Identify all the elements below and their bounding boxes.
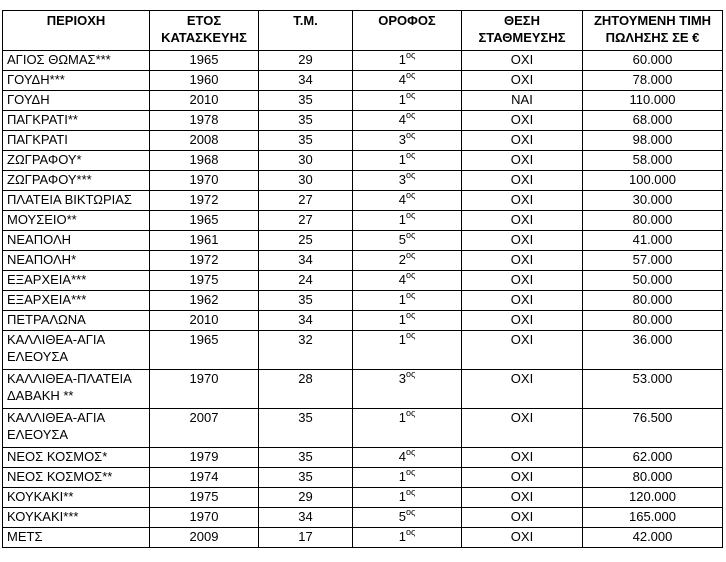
price-cell: 53.000 <box>583 370 723 409</box>
table-row <box>3 311 723 331</box>
year-cell: 1970 <box>150 171 259 191</box>
sqm-cell: 35 <box>259 91 353 111</box>
floor-ordinal-suffix: ος <box>405 110 416 120</box>
floor-cell: $3^{o\varsigma}$ <box>353 171 462 191</box>
price-cell: 80.000 <box>583 311 723 331</box>
year-cell: 1960 <box>150 71 259 91</box>
table-row <box>3 528 723 548</box>
year-cell: 1978 <box>150 111 259 131</box>
price-cell: 100.000 <box>583 171 723 191</box>
header-row <box>3 11 723 51</box>
year-cell: 1961 <box>150 231 259 251</box>
year-cell: 1965 <box>150 331 259 370</box>
year-cell: 2010 <box>150 91 259 111</box>
floor-ordinal-suffix: ος <box>405 369 416 379</box>
sqm-cell: 28 <box>259 370 353 409</box>
parking-cell: ΟΧΙ <box>462 331 583 370</box>
table-row <box>3 131 723 151</box>
floor-cell: $1^{o\varsigma}$ <box>353 331 462 370</box>
sqm-cell: 29 <box>259 51 353 71</box>
area-cell: ΚΟΥΚΑΚΙ*** <box>3 508 150 528</box>
table-row <box>3 370 723 409</box>
year-cell: 2008 <box>150 131 259 151</box>
sqm-cell: 27 <box>259 211 353 231</box>
sqm-cell: 35 <box>259 291 353 311</box>
table-row <box>3 91 723 111</box>
table-row <box>3 151 723 171</box>
table-row <box>3 191 723 211</box>
sqm-cell: 30 <box>259 151 353 171</box>
year-cell: 1975 <box>150 271 259 291</box>
parking-cell: ΟΧΙ <box>462 291 583 311</box>
area-cell: ΓΟΥΔΗ*** <box>3 71 150 91</box>
price-cell: 80.000 <box>583 468 723 488</box>
floor-cell: $3^{o\varsigma}$ <box>353 370 462 409</box>
floor-cell: $1^{o\varsigma}$ <box>353 51 462 71</box>
sqm-cell: 35 <box>259 131 353 151</box>
table-row <box>3 111 723 131</box>
table-row <box>3 251 723 271</box>
parking-cell: ΟΧΙ <box>462 231 583 251</box>
floor-ordinal-suffix: ος <box>405 90 416 100</box>
floor-cell: $1^{o\varsigma}$ <box>353 211 462 231</box>
header-price: ΖΗΤΟΥΜΕΝΗ ΤΙΜΗ ΠΩΛΗΣΗΣ ΣΕ € <box>583 11 723 51</box>
floor-cell: $5^{o\varsigma}$ <box>353 508 462 528</box>
year-cell: 1975 <box>150 488 259 508</box>
area-cell: ΠΑΓΚΡΑΤΙ <box>3 131 150 151</box>
floor-ordinal-suffix: ος <box>405 507 416 517</box>
floor-ordinal-suffix: ος <box>405 130 416 140</box>
table-row <box>3 211 723 231</box>
floor-cell: $3^{o\varsigma}$ <box>353 131 462 151</box>
sqm-cell: 35 <box>259 111 353 131</box>
floor-ordinal-suffix: ος <box>405 408 416 418</box>
price-cell: 110.000 <box>583 91 723 111</box>
area-cell: ΚΑΛΛΙΘΕΑ-ΠΛΑΤΕΙΑ ΔΑΒΑΚΗ ** <box>3 370 150 409</box>
area-cell: ΝΕΟΣ ΚΟΣΜΟΣ* <box>3 448 150 468</box>
table-row <box>3 331 723 370</box>
table-row <box>3 468 723 488</box>
area-cell: ΑΓΙΟΣ ΘΩΜΑΣ*** <box>3 51 150 71</box>
year-cell: 1968 <box>150 151 259 171</box>
price-cell: 42.000 <box>583 528 723 548</box>
sqm-cell: 35 <box>259 468 353 488</box>
year-cell: 1965 <box>150 51 259 71</box>
price-cell: 68.000 <box>583 111 723 131</box>
floor-ordinal-suffix: ος <box>405 70 416 80</box>
sqm-cell: 34 <box>259 71 353 91</box>
floor-cell: $4^{o\varsigma}$ <box>353 191 462 211</box>
table-row <box>3 171 723 191</box>
parking-cell: ΟΧΙ <box>462 468 583 488</box>
year-cell: 2007 <box>150 409 259 448</box>
price-cell: 165.000 <box>583 508 723 528</box>
parking-cell: ΟΧΙ <box>462 191 583 211</box>
parking-cell: ΟΧΙ <box>462 211 583 231</box>
price-cell: 78.000 <box>583 71 723 91</box>
sqm-cell: 34 <box>259 311 353 331</box>
area-cell: ΖΩΓΡΑΦΟΥ*** <box>3 171 150 191</box>
year-cell: 1974 <box>150 468 259 488</box>
sqm-cell: 34 <box>259 251 353 271</box>
parking-cell: ΟΧΙ <box>462 131 583 151</box>
price-cell: 41.000 <box>583 231 723 251</box>
area-cell: ΚΟΥΚΑΚΙ** <box>3 488 150 508</box>
floor-cell: $1^{o\varsigma}$ <box>353 409 462 448</box>
floor-ordinal-suffix: ος <box>405 527 416 537</box>
header-floor: ΟΡΟΦΟΣ <box>353 11 462 51</box>
sqm-cell: 34 <box>259 508 353 528</box>
floor-ordinal-suffix: ος <box>405 190 416 200</box>
apartments-table <box>2 10 723 548</box>
year-cell: 2009 <box>150 528 259 548</box>
sqm-cell: 17 <box>259 528 353 548</box>
price-cell: 98.000 <box>583 131 723 151</box>
floor-cell: $4^{o\varsigma}$ <box>353 71 462 91</box>
price-cell: 30.000 <box>583 191 723 211</box>
area-cell: ΕΞΑΡΧΕΙΑ*** <box>3 271 150 291</box>
area-cell: ΕΞΑΡΧΕΙΑ*** <box>3 291 150 311</box>
sqm-cell: 35 <box>259 448 353 468</box>
table-row <box>3 508 723 528</box>
area-cell: ΠΑΓΚΡΑΤΙ** <box>3 111 150 131</box>
floor-ordinal-suffix: ος <box>405 487 416 497</box>
floor-cell: $5^{o\varsigma}$ <box>353 231 462 251</box>
area-cell: ΖΩΓΡΑΦΟΥ* <box>3 151 150 171</box>
header-area: ΠΕΡΙΟΧΗ <box>3 11 150 51</box>
floor-ordinal-suffix: ος <box>405 290 416 300</box>
header-sqm: Τ.Μ. <box>259 11 353 51</box>
parking-cell: ΝΑΙ <box>462 91 583 111</box>
sqm-cell: 35 <box>259 409 353 448</box>
floor-ordinal-suffix: ος <box>405 447 416 457</box>
sqm-cell: 25 <box>259 231 353 251</box>
area-cell: ΝΕΑΠΟΛΗ <box>3 231 150 251</box>
year-cell: 1979 <box>150 448 259 468</box>
floor-cell: $1^{o\varsigma}$ <box>353 91 462 111</box>
floor-ordinal-suffix: ος <box>405 170 416 180</box>
floor-ordinal-suffix: ος <box>405 270 416 280</box>
area-cell: ΜΟΥΣΕΙΟ** <box>3 211 150 231</box>
parking-cell: ΟΧΙ <box>462 488 583 508</box>
sqm-cell: 24 <box>259 271 353 291</box>
floor-cell: $4^{o\varsigma}$ <box>353 271 462 291</box>
floor-ordinal-suffix: ος <box>405 150 416 160</box>
floor-ordinal-suffix: ος <box>405 230 416 240</box>
area-cell: ΠΛΑΤΕΙΑ ΒΙΚΤΩΡΙΑΣ <box>3 191 150 211</box>
table-body <box>3 51 723 548</box>
table-row <box>3 291 723 311</box>
floor-cell: $2^{o\varsigma}$ <box>353 251 462 271</box>
year-cell: 1962 <box>150 291 259 311</box>
sqm-cell: 30 <box>259 171 353 191</box>
parking-cell: ΟΧΙ <box>462 528 583 548</box>
floor-cell: $1^{o\varsigma}$ <box>353 528 462 548</box>
area-cell: ΝΕΟΣ ΚΟΣΜΟΣ** <box>3 468 150 488</box>
parking-cell: ΟΧΙ <box>462 111 583 131</box>
floor-ordinal-suffix: ος <box>405 467 416 477</box>
table-row <box>3 231 723 251</box>
sqm-cell: 32 <box>259 331 353 370</box>
parking-cell: ΟΧΙ <box>462 51 583 71</box>
floor-ordinal-suffix: ος <box>405 310 416 320</box>
sqm-cell: 27 <box>259 191 353 211</box>
floor-ordinal-suffix: ος <box>405 210 416 220</box>
price-cell: 80.000 <box>583 211 723 231</box>
year-cell: 1972 <box>150 191 259 211</box>
parking-cell: ΟΧΙ <box>462 448 583 468</box>
price-cell: 57.000 <box>583 251 723 271</box>
price-cell: 62.000 <box>583 448 723 468</box>
parking-cell: ΟΧΙ <box>462 370 583 409</box>
floor-cell: $1^{o\varsigma}$ <box>353 311 462 331</box>
header-parking: ΘΕΣΗ ΣΤΑΘΜΕΥΣΗΣ <box>462 11 583 51</box>
year-cell: 1965 <box>150 211 259 231</box>
area-cell: ΝΕΑΠΟΛΗ* <box>3 251 150 271</box>
area-cell: ΜΕΤΣ <box>3 528 150 548</box>
table-row <box>3 71 723 91</box>
parking-cell: ΟΧΙ <box>462 71 583 91</box>
floor-ordinal-suffix: ος <box>405 50 416 60</box>
table-row <box>3 51 723 71</box>
area-cell: ΚΑΛΛΙΘΕΑ-ΑΓΙΑ ΕΛΕΟΥΣΑ <box>3 409 150 448</box>
floor-cell: $1^{o\varsigma}$ <box>353 151 462 171</box>
area-cell: ΠΕΤΡΑΛΩΝΑ <box>3 311 150 331</box>
area-cell: ΚΑΛΛΙΘΕΑ-ΑΓΙΑ ΕΛΕΟΥΣΑ <box>3 331 150 370</box>
floor-cell: $1^{o\varsigma}$ <box>353 291 462 311</box>
year-cell: 1970 <box>150 508 259 528</box>
table-row <box>3 409 723 448</box>
header-year: ΕΤΟΣ ΚΑΤΑΣΚΕΥΗΣ <box>150 11 259 51</box>
table-row <box>3 488 723 508</box>
parking-cell: ΟΧΙ <box>462 271 583 291</box>
price-cell: 36.000 <box>583 331 723 370</box>
year-cell: 2010 <box>150 311 259 331</box>
table-row <box>3 448 723 468</box>
price-cell: 58.000 <box>583 151 723 171</box>
parking-cell: ΟΧΙ <box>462 508 583 528</box>
price-cell: 76.500 <box>583 409 723 448</box>
sqm-cell: 29 <box>259 488 353 508</box>
floor-cell: $1^{o\varsigma}$ <box>353 468 462 488</box>
year-cell: 1970 <box>150 370 259 409</box>
year-cell: 1972 <box>150 251 259 271</box>
floor-cell: $4^{o\varsigma}$ <box>353 111 462 131</box>
parking-cell: ΟΧΙ <box>462 151 583 171</box>
price-cell: 50.000 <box>583 271 723 291</box>
floor-ordinal-suffix: ος <box>405 330 416 340</box>
parking-cell: ΟΧΙ <box>462 311 583 331</box>
parking-cell: ΟΧΙ <box>462 251 583 271</box>
floor-cell: $1^{o\varsigma}$ <box>353 488 462 508</box>
parking-cell: ΟΧΙ <box>462 409 583 448</box>
floor-ordinal-suffix: ος <box>405 250 416 260</box>
table-row <box>3 271 723 291</box>
floor-cell: $4^{o\varsigma}$ <box>353 448 462 468</box>
price-cell: 80.000 <box>583 291 723 311</box>
price-cell: 120.000 <box>583 488 723 508</box>
area-cell: ΓΟΥΔΗ <box>3 91 150 111</box>
price-cell: 60.000 <box>583 51 723 71</box>
parking-cell: ΟΧΙ <box>462 171 583 191</box>
